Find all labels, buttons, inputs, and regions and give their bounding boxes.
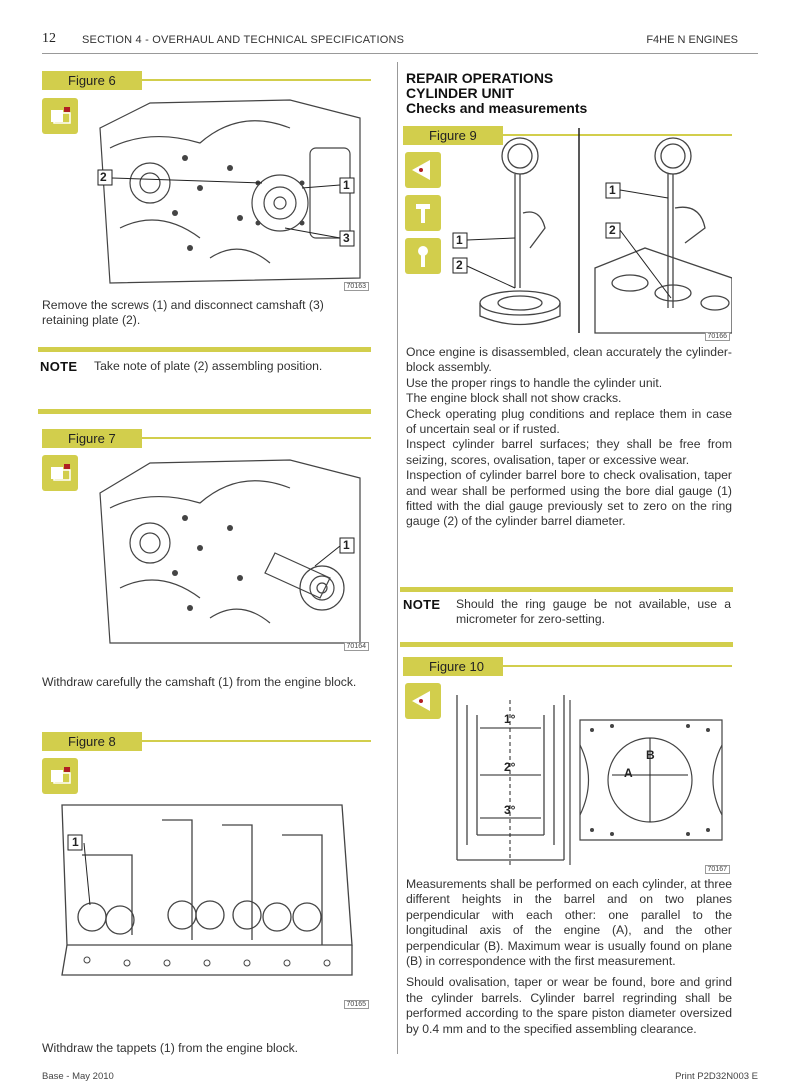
figure-8-label: Figure 8 xyxy=(42,732,142,751)
fig10-plane-a: A xyxy=(624,766,633,780)
figure-6-drawing xyxy=(90,88,371,293)
figure-10-label: Figure 10 xyxy=(403,657,503,676)
figure-6-caption: Remove the screws (1) and disconnect camshaft (3) retaining plate (2). xyxy=(42,298,324,328)
note-1-bar xyxy=(38,347,371,352)
figure-7-caption: Withdraw carefully the camshaft (1) from the engine block. xyxy=(42,675,357,689)
component-repair-icon xyxy=(42,455,78,491)
fig10-plane-b: B xyxy=(646,748,655,762)
footer-edition: Base - May 2010 xyxy=(42,1071,114,1082)
special-tool-icon xyxy=(405,238,441,274)
figure-10-rule xyxy=(503,665,732,667)
header-divider xyxy=(42,53,758,54)
note-1-label: NOTE xyxy=(40,359,78,374)
fig6-ref: 70163 xyxy=(344,282,369,291)
fig6-callout-2: 2 xyxy=(100,170,107,184)
figure-9-drawing xyxy=(445,128,732,343)
note-2-bottom-bar xyxy=(400,642,733,647)
fig10-ref: 70167 xyxy=(705,865,730,874)
note-1-bottom-bar xyxy=(38,409,371,414)
section-title: SECTION 4 - OVERHAUL AND TECHNICAL SPECIFICATIONS xyxy=(82,34,405,46)
figure-7-rule xyxy=(142,437,371,439)
figure-9-text xyxy=(406,345,732,530)
repair-title-line-1: REPAIR OPERATIONS xyxy=(406,70,554,86)
figure-8-rule xyxy=(142,740,371,742)
note-2-bar xyxy=(400,587,733,592)
component-repair-icon xyxy=(42,98,78,134)
fig9-paragraph: Check operating plug conditions and replace them in case of uncertain seal or if rusted. xyxy=(406,406,732,437)
fig10-level-3: 3° xyxy=(504,803,516,817)
measure-gauge-icon xyxy=(405,683,441,719)
fig9-callout-left-2: 2 xyxy=(456,258,463,272)
fig10-level-1: 1° xyxy=(504,712,516,726)
fig9-callout-left-1: 1 xyxy=(456,233,463,247)
note-2-text: Should the ring gauge be not available, use a micrometer for zero-setting. xyxy=(456,597,731,627)
figure-10-text xyxy=(406,877,732,1037)
measure-gauge-icon xyxy=(405,152,441,188)
figure-6-rule xyxy=(142,79,371,81)
page-number: 12 xyxy=(42,31,56,46)
press-tool-icon xyxy=(405,195,441,231)
figure-9-label: Figure 9 xyxy=(403,126,503,145)
fig9-paragraph: Inspection of cylinder barrel bore to check ovalisation, taper and wear shall be performed using the bore dial gauge (1) fitted with the dial gauge previously set to zero on the ring gauge (2) of the cylinder barrel diameter. xyxy=(406,468,732,529)
footer-print-code: Print P2D32N003 E xyxy=(675,1071,758,1082)
fig9-paragraph: The engine block shall not show cracks. xyxy=(406,391,622,406)
fig7-callout-1: 1 xyxy=(343,538,350,552)
fig9-paragraph: Inspect cylinder barrel surfaces; they shall be free from seizing, scores, ovalisation, taper or excessive wear. xyxy=(406,437,732,467)
figure-7-drawing xyxy=(90,448,371,653)
fig6-callout-3: 3 xyxy=(343,231,350,245)
repair-title-line-2: CYLINDER UNIT xyxy=(406,85,515,101)
fig9-paragraph: Once engine is disassembled, clean accurately the cylinder-block assembly. xyxy=(406,345,732,375)
figure-6-label: Figure 6 xyxy=(42,71,142,90)
fig8-callout-1: 1 xyxy=(72,835,79,849)
fig6-callout-1: 1 xyxy=(343,178,350,192)
column-divider xyxy=(397,62,398,1054)
fig10-paragraph: Measurements shall be performed on each cylinder, at three different heights in the barrel and on two planes perpendicular with each other: one parallel to the longitudinal axis of the engine (A), and the other perpendicular (B). Maximum wear is usually found on plane (B) in correspondence with the first measurement. xyxy=(406,877,732,969)
fig10-paragraph: Should ovalisation, taper or wear be found, bore and grind the cylinder barrels. Cylinder barrel regrinding shall be performed according to the spare piston diameter oversized by 0.4 mm and to the specified assembling clearance. xyxy=(406,975,732,1036)
fig10-level-2: 2° xyxy=(504,760,516,774)
figure-8-drawing xyxy=(42,795,371,1017)
fig7-ref: 70164 xyxy=(344,642,369,651)
fig9-callout-right-1: 1 xyxy=(609,183,616,197)
note-2-label: NOTE xyxy=(403,597,441,612)
manual-title: F4HE N ENGINES xyxy=(646,34,738,46)
fig9-paragraph: Use the proper rings to handle the cylinder unit. xyxy=(406,375,663,390)
fig9-ref: 70166 xyxy=(705,332,730,341)
fig9-callout-right-2: 2 xyxy=(609,223,616,237)
figure-7-label: Figure 7 xyxy=(42,429,142,448)
repair-subtitle: Checks and measurements xyxy=(406,100,588,116)
figure-8-caption: Withdraw the tappets (1) from the engine block. xyxy=(42,1041,299,1055)
fig8-ref: 70165 xyxy=(344,1000,369,1009)
figure-10-drawing xyxy=(452,690,732,876)
component-repair-icon xyxy=(42,758,78,794)
note-1-text: Take note of plate (2) assembling position. xyxy=(94,359,323,373)
